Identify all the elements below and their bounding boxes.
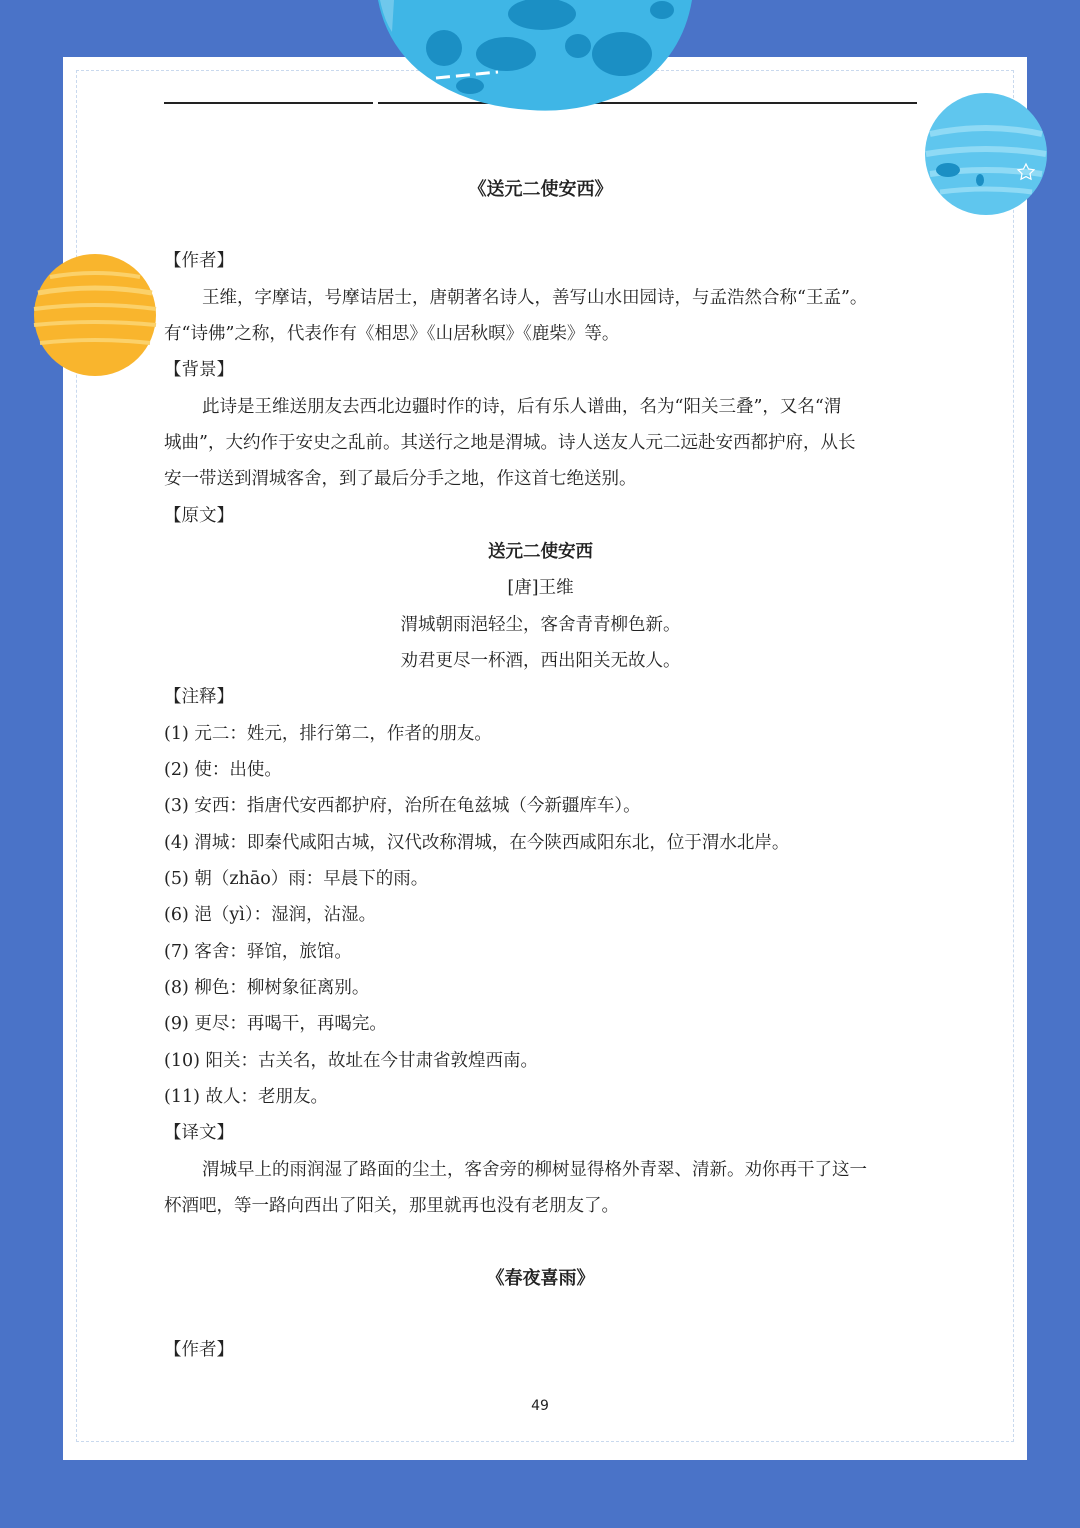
poem2-author-heading: 【作者】 — [164, 1340, 234, 1360]
note-item: (6) 浥（yì）：湿润，沾湿。 — [164, 905, 377, 925]
poem-author: [唐]王维 — [507, 578, 574, 598]
note-item: (5) 朝（zhāo）雨：早晨下的雨。 — [164, 869, 429, 889]
author-text-line: 王维，字摩诘，号摩诘居士，唐朝著名诗人，善写山水田园诗，与孟浩然合称“王孟”。 — [202, 288, 868, 308]
note-item: (10) 阳关：古关名，故址在今甘肃省敦煌西南。 — [164, 1051, 538, 1071]
translation-text-line: 渭城早上的雨润湿了路面的尘土，客舍旁的柳树显得格外青翠、清新。劝你再干了这一 — [202, 1160, 867, 1180]
poem-title: 送元二使安西 — [488, 542, 593, 562]
notes-heading: 【注释】 — [164, 687, 234, 707]
yellow-planet-icon — [32, 253, 158, 377]
background-text-line: 城曲”，大约作于安史之乱前。其送行之地是渭城。诗人送友人元二远赴安西都护府，从长 — [164, 433, 856, 453]
poem-line: 渭城朝雨浥轻尘，客舍青青柳色新。 — [400, 615, 681, 635]
note-item: (9) 更尽：再喝干，再喝完。 — [164, 1014, 387, 1034]
striped-blue-planet-icon — [922, 92, 1050, 216]
note-item: (7) 客舍：驿馆，旅馆。 — [164, 942, 352, 962]
note-item: (8) 柳色：柳树象征离别。 — [164, 978, 370, 998]
author-text-line: 有“诗佛”之称，代表作有《相思》《山居秋暝》《鹿柴》等。 — [164, 324, 620, 344]
background-text-line: 此诗是王维送朋友去西北边疆时作的诗，后有乐人谱曲，名为“阳关三叠”，又名“渭 — [202, 397, 842, 417]
note-item: (3) 安西：指唐代安西都护府，治所在龟兹城（今新疆库车）。 — [164, 796, 641, 816]
poem-line: 劝君更尽一杯酒，西出阳关无故人。 — [400, 651, 681, 671]
author-heading: 【作者】 — [164, 251, 234, 271]
poem2-title: 《春夜喜雨》 — [486, 1268, 595, 1289]
poem1-title: 《送元二使安西》 — [468, 179, 613, 200]
note-item: (11) 故人：老朋友。 — [164, 1087, 328, 1107]
note-item: (2) 使：出使。 — [164, 760, 282, 780]
note-item: (4) 渭城：即秦代咸阳古城，汉代改称渭城，在今陕西咸阳东北，位于渭水北岸。 — [164, 833, 790, 853]
background-heading: 【背景】 — [164, 360, 234, 380]
note-item: (1) 元二：姓元，排行第二，作者的朋友。 — [164, 724, 492, 744]
blue-crater-planet-icon — [370, 0, 700, 112]
background-text-line: 安一带送到渭城客舍，到了最后分手之地，作这首七绝送别。 — [164, 469, 637, 489]
translation-text-line: 杯酒吧，等一路向西出了阳关，那里就再也没有老朋友了。 — [164, 1196, 619, 1216]
header-rule-left — [164, 102, 373, 104]
translation-heading: 【译文】 — [164, 1123, 234, 1143]
page-number: 49 — [531, 1398, 549, 1414]
original-heading: 【原文】 — [164, 506, 234, 526]
